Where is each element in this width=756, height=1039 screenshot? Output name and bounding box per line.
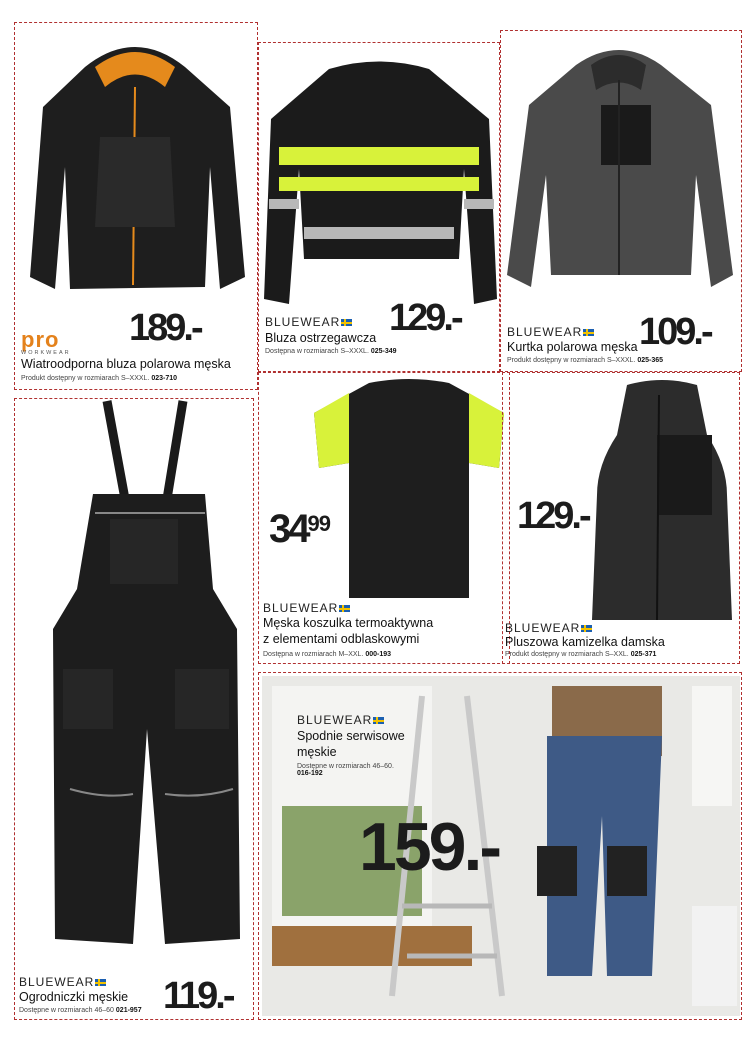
product-tile-service-trousers[interactable] — [258, 672, 742, 1020]
price-label: 189.- — [129, 307, 201, 349]
bib-overalls-image — [15, 399, 251, 959]
product-availability: Produkt dostępny w rozmiarach S–XXL. 025-371 — [505, 651, 657, 658]
price-label: 159.- — [359, 809, 499, 885]
product-availability: Dostępne w rozmiarach 46–60 021-957 — [19, 1007, 142, 1014]
product-name-line1: Spodnie serwisowe — [297, 729, 405, 743]
product-name: Bluza ostrzegawcza — [265, 331, 377, 345]
product-name-line1: Męska koszulka termoaktywna — [263, 616, 434, 630]
product-availability: Produkt dostępny w rozmiarach S–XXXL. 023-710 — [21, 375, 178, 382]
product-name: Pluszowa kamizelka damska — [505, 635, 665, 649]
price-label: 109.- — [639, 311, 711, 353]
price-label: 129.- — [389, 297, 461, 339]
bluewear-logo: BLUEWEAR — [19, 975, 106, 989]
product-tile-hivis-sweatshirt[interactable] — [258, 42, 500, 372]
product-tile-softshell-jacket[interactable] — [14, 22, 258, 390]
product-name-line2: męskie — [297, 745, 337, 759]
product-name: Kurtka polarowa męska — [507, 340, 638, 354]
bluewear-logo: BLUEWEAR — [265, 315, 352, 329]
product-availability: Produkt dostępny w rozmiarach S–XXXL. 025-365 — [507, 357, 664, 364]
pro-workwear-logo: pro WORKWEAR — [21, 327, 71, 356]
bluewear-logo: BLUEWEAR — [297, 713, 384, 727]
hivis-sweatshirt-image — [259, 49, 499, 309]
fleece-jacket-image — [501, 35, 739, 305]
bluewear-logo: BLUEWEAR — [263, 601, 350, 615]
fleece-vest-image — [587, 375, 737, 625]
product-availability: Dostępne w rozmiarach 46–60. 016-192 — [297, 763, 394, 777]
product-tile-fleece-jacket[interactable] — [500, 30, 742, 372]
price-label: $34^{99}$ — [269, 507, 330, 551]
product-name: Wiatroodporna bluza polarowa męska — [21, 357, 231, 371]
product-name: Ogrodniczki męskie — [19, 990, 129, 1004]
bluewear-logo: BLUEWEAR — [507, 325, 594, 339]
product-name-line2: z elementami odblaskowymi — [263, 632, 420, 646]
product-tile-thermo-tshirt[interactable] — [258, 372, 510, 664]
thermo-tshirt-image — [309, 373, 509, 603]
product-tile-fleece-vest[interactable] — [502, 372, 740, 664]
product-tile-bib-overalls[interactable] — [14, 398, 254, 1020]
price-label: 119.- — [163, 975, 233, 1017]
price-label: 129.- — [517, 495, 589, 537]
product-availability: Dostępna w rozmiarach S–XXXL. 025-349 — [265, 348, 397, 355]
product-availability: Dostępna w rozmiarach M–XXL. 000-193 — [263, 651, 392, 658]
softshell-jacket-image — [15, 27, 255, 307]
service-trousers-photo — [262, 676, 740, 1016]
bluewear-logo: BLUEWEAR — [505, 621, 592, 635]
